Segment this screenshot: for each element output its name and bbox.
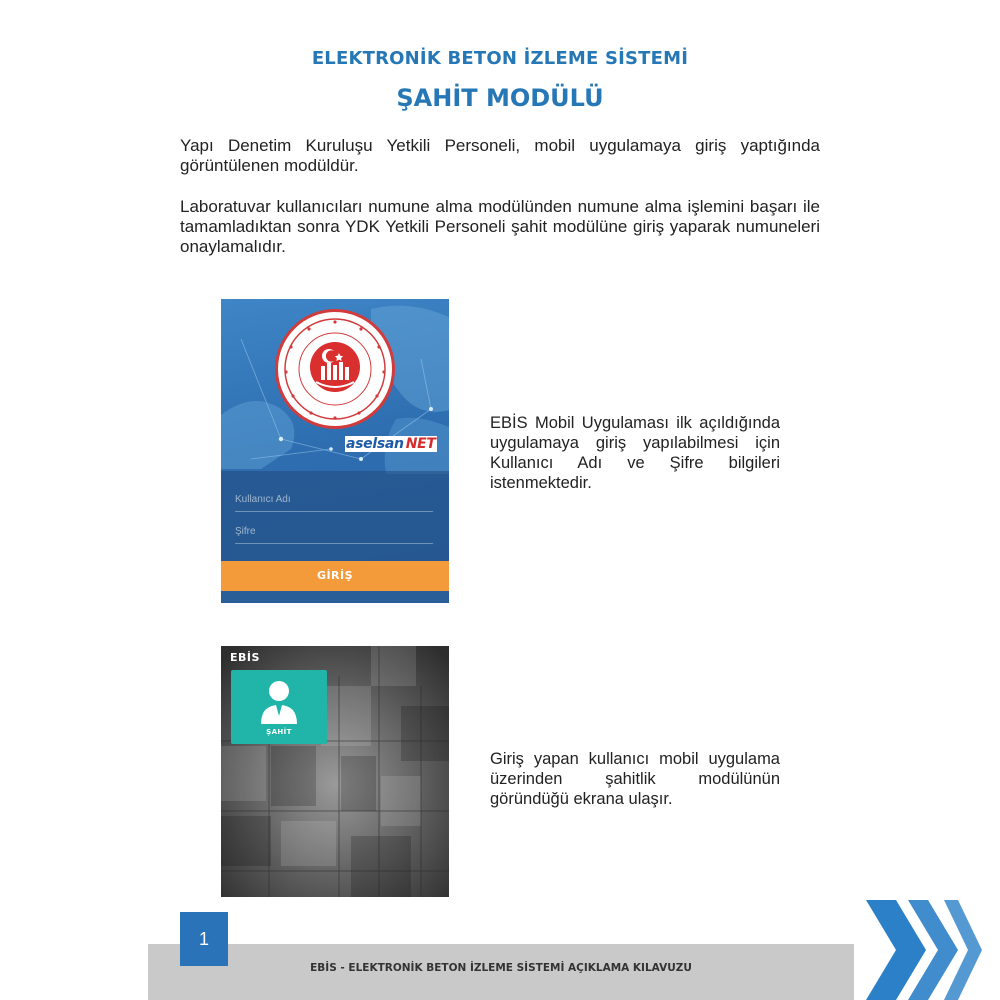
login-form-panel: [221, 471, 449, 563]
username-field[interactable]: Kullanıcı Adı: [235, 487, 433, 512]
sahit-module-tile[interactable]: [231, 670, 327, 744]
login-screenshot: [221, 299, 449, 603]
user-icon: [259, 678, 299, 724]
section-title: ŞAHİT MODÜLÜ: [396, 84, 604, 112]
login-button[interactable]: GİRİŞ: [221, 561, 449, 591]
module-screenshot: [221, 646, 449, 897]
login-bottom-strip: [221, 591, 449, 603]
chevron-right-icon: [862, 900, 984, 1000]
footer-title: EBİS - ELEKTRONİK BETON İZLEME SİSTEMİ AÇIKLAMA KILAVUZU: [310, 962, 692, 974]
login-caption: EBİS Mobil Uygulaması ilk açıldığında uygulamaya giriş yapılabilmesi için Kullanıcı Adı ve Şifre bilgileri istenmektedir.: [490, 414, 780, 492]
ebis-app-logo: EBİS: [230, 651, 260, 664]
password-field[interactable]: Şifre: [235, 519, 433, 544]
intro-paragraph-2: Laboratuvar kullanıcıları numune alma modülünden numune alma işlemini başarı ile tamamladıktan sonra YDK Yetkili Personeli şahit modülüne giriş yaparak numuneleri onaylamalıdır.: [180, 197, 820, 256]
ministry-seal-icon: [275, 309, 395, 429]
module-caption: Giriş yapan kullanıcı mobil uygulama üzerinden şahitlik modülünün göründüğü ekrana ulaşır.: [490, 750, 780, 808]
sahit-tile-label: ŞAHİT: [266, 728, 292, 736]
intro-paragraph-1: Yapı Denetim Kuruluşu Yetkili Personeli, mobil uygulamaya giriş yaptığında görüntülenen modüldür.: [180, 136, 820, 175]
page-number: 1: [180, 912, 228, 966]
document-title: ELEKTRONİK BETON İZLEME SİSTEMİ: [311, 48, 689, 69]
aselsan-net-logo: aselsan NET: [346, 436, 436, 452]
